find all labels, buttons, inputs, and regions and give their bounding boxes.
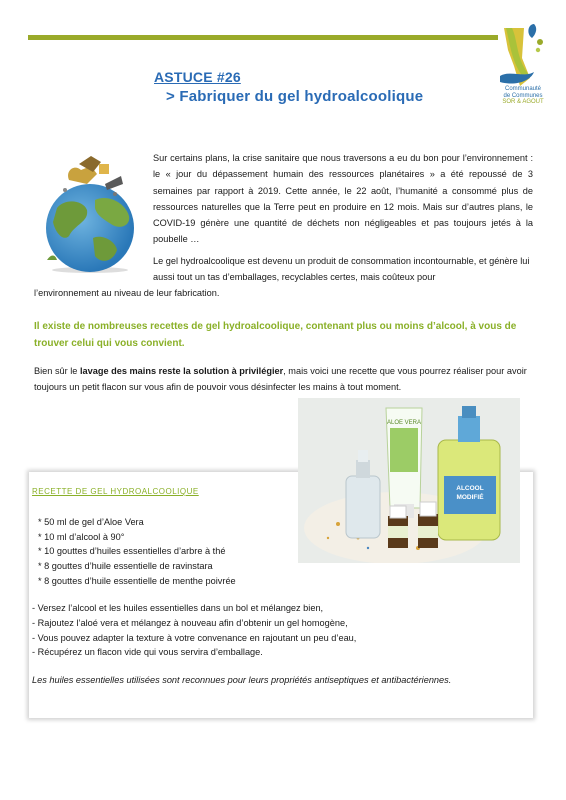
logo-line-2: de Communes [503,92,543,99]
header-rule [28,35,498,40]
ingredient-item: * 10 gouttes d’huiles essentielles d’arbre à thé [38,546,226,557]
step-item: - Rajoutez l’aloé vera et mélangez à nouveau afin d’obtenir un gel homogène, [32,617,348,628]
logo-line-3: SOR & AGOUT [502,99,544,105]
p3-bold: lavage des mains reste la solution à privilégier [79,366,284,376]
intro-paragraph-3 [34,363,539,396]
tip-number: ASTUCE #26 [154,69,241,85]
p3-prefix: Bien sûr le [34,366,80,376]
p3-suffix: , mais voici une recette que vous pourrez réaliser pour avoir toujours un petit flacon sur vous afin de pouvoir vous désinfecter les mains à tout moment. [34,366,527,393]
intro-paragraph-2-part-2: l’environnement au niveau de leur fabrication. [34,288,220,298]
intro-paragraph-2-part-1: Le gel hydroalcoolique est devenu un produit de consommation incontournable, et génère lui aussi tout un tas d’emballages, recyclables certes, mais coûteux pour [153,256,530,283]
alcohol-label-2: MODIFIÉ [456,494,484,501]
highlight-text: Il existe de nombreuses recettes de gel hydroalcoolique, contenant plus ou moins d’alcool, à vous de trouver celui qui vous convient. [34,321,517,349]
intro-paragraph-1: Sur certains plans, la crise sanitaire que nous traversons a eu du bon pour l’environnement : le « jour du dépassement humain des ressources planétaires » a été repoussé de 3 semaines par rapport à 2019. Cette année, le 22 août, l’humanité a consommé plus de ressources naturelles que la Terre peut en produire en 12 mois. Mais sur d’autres plans, le COVID-19 génère une quantité de déchets non négligeables et pas toujours jetés à la poubelle … [153,153,533,245]
ingredient-item: * 10 ml d’alcool à 90° [38,531,125,542]
step-item: - Versez l’alcool et les huiles essentielles dans un bol et mélangez bien, [32,603,324,613]
alcohol-label-1: ALCOOL [456,485,484,492]
ingredient-list [38,515,236,589]
step-item: - Vous pouvez adapter la texture à votre convenance en rajoutant un peu d’eau, [32,632,357,643]
logo-text [493,86,553,106]
recipe-note: Les huiles essentielles utilisées sont reconnues pour leurs propriétés antiseptiques et antibactériennes. [32,675,452,685]
recipe-title: RECETTE DE GEL HYDROALCOOLIQUE [32,487,199,496]
logo-line-1: Communauté [504,86,542,92]
ingredient-item: * 8 gouttes d’huile essentielle de ravinstara [38,561,213,572]
page-title: > Fabriquer du gel hydroalcoolique [166,88,424,105]
ingredient-item: * 50 ml de gel d’Aloe Vera [38,517,144,527]
product-photo [298,398,520,563]
step-item: - Récupérez un flacon vide qui vous servira d’emballage. [32,647,263,658]
aloe-label: ALOE VERA [386,420,422,426]
step-list [32,601,356,660]
earth-illustration [35,150,145,275]
ingredient-item: * 8 gouttes d’huile essentielle de menthe poivrée [38,575,236,586]
